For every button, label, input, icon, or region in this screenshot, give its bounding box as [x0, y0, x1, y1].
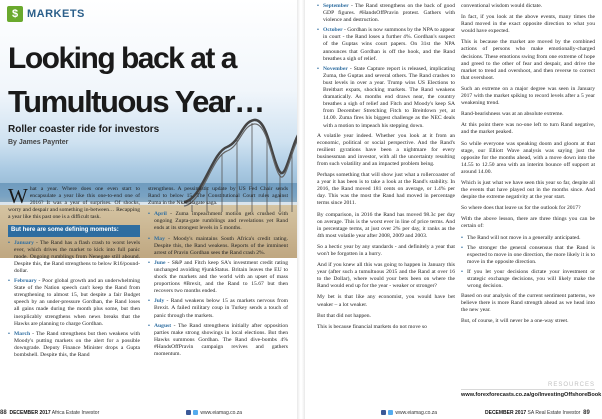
paragraph: This is because the market are moved by the combined actions of persons who make emotionally-charged decisions. These emotions swing from one extreme of hope and greed to the other of fear and despair, and drive the market to trend and overshoot, and then reverse to correct that overshoot. [461, 39, 595, 81]
event-item [317, 66, 455, 130]
event-month: January [14, 239, 34, 246]
event-item [317, 3, 455, 24]
event-text: - The Rand strengthens initially after opposition parties make strong showings in local elections. But then Hawks summons Gordhan. The Rand dive-bombs 4% #HandsOffPravin campaign revives and gathers momentum. [154, 322, 288, 357]
paragraph: Perhaps something that will show just what a rollercoaster of a year it has been is to take a look at the Rand's stability. In 2016, the Rand moved 181 cents on average, or 1.4% per day. This was the most the Rand had moved in percentage terms since 2011. [317, 172, 455, 207]
drop-cap: W [8, 184, 28, 208]
key-events-list [317, 3, 455, 130]
issue-date: DECEMBER 2017 [485, 410, 527, 416]
page-number: 88 [0, 410, 7, 416]
key-events-list [8, 240, 140, 360]
column-lead: strengthens. A pessimistic update by US Fed Chair sends Rand to below 15. The Constitutional Court rules against Zuma in the Nkandlagate saga. [148, 186, 288, 207]
resources-link[interactable]: www.forexforecasts.co.za/go/InvestingOffshoreBook [461, 392, 602, 398]
section-label: MARKETS [27, 8, 85, 20]
event-text: - Zuma impeachment motion gets crushed with ongoing Zupta-gate rumblings and revelations yet Rand ends at its strongest levels in 5 months. [154, 211, 288, 232]
right-page [305, 0, 602, 419]
paragraph: Which is just what we have seen this year so far, despite all the events that have played out in the months since. And despite the extreme negativity at the year start. [461, 179, 595, 201]
event-text: - State Capture report is released, implicating Zuma, the Guptas and several others. The Rand crashes to bust levels in over a year. Trump wins US Elections to Breitbart expats, shocking markets. The Rand weakens dramatically. As months end draws near, the country breathes a sigh of relief and Fitch and Moody's keep SA from December Stretching Fitch to Breitdown yet, at 14.00. Zuma fires his biggest challenge as the NEC deals with a motion to impeach his stepping down. [323, 65, 455, 129]
event-month: October [323, 27, 343, 34]
website-link[interactable]: www.eiamag.co.za [395, 410, 438, 416]
paragraph: So where does that leave us for the outlook for 2017? [461, 205, 581, 212]
paragraph: But, of course, it will never be a one-way street. [461, 318, 569, 325]
event-text: - The Rand strengthens on the back of good GDP figures. #HandsOffPravin protest. Gathers with violence and destruction. [323, 3, 455, 24]
paragraph: So while everyone was speaking doom and gloom at that stage, our Elliott Wave analysis was saying just the opposite for the months ahead, with a move down into the 14.55 to 12.50 area with an interim bounce off support at around 14.00. [461, 140, 595, 175]
subtitle: Roller coaster ride for investors [8, 124, 160, 135]
outlook-bullets [461, 235, 595, 291]
paragraph: Based on our analysis of the current sentiment patterns, we believe there is more Rand strength ahead as we head into the new year. [461, 293, 595, 314]
event-item [8, 278, 140, 328]
paragraph: So a hectic year by any standards - and definitely a year that won't be forgotten in a hurry. [317, 243, 455, 257]
event-item [148, 260, 288, 295]
resources-title: RESOURCES [461, 382, 595, 390]
paragraph: conventional wisdom would dictate. [461, 3, 543, 9]
paragraph: By comparison, in 2016 the Rand has moved 98.3c per day on average. This is the worst ever in line of price terms. And in percentage terms, at just over 2% per day, it ranks as the 4th most volatile year after 2008, 2009 and 2003. [317, 211, 455, 239]
event-item [148, 298, 288, 319]
event-text: - Rand weakens below 15 as markets nervous from Brexit. A failed military coup in Turkey sends a touch of panic through the markets. [154, 298, 288, 319]
event-item [8, 331, 140, 359]
paragraph: My bet is that like any economist, you would have bet weaker – a lot weaker. [317, 294, 455, 308]
twitter-icon [388, 410, 393, 415]
left-column-2 [148, 186, 288, 361]
facebook-icon [186, 410, 191, 415]
paragraph: And if you knew all this was going to happen in January this year (after such a tumultuous 2015 and the Rand at over 16 to the Dollar), where would your bets been on where the Rand would end up for the year - weaker or stronger? [317, 262, 455, 290]
magazine-name: SA Real Estate Investor [527, 410, 581, 416]
event-text: - The Rand strengthens but then weakens with Moody's putting markets on the alert for a possible downgrade. Deputy Finance Minister drops a Gupta bombshell. Despite this, the Rand [14, 330, 140, 358]
right-column-2 [461, 3, 595, 330]
left-page [0, 0, 297, 419]
body-paragraphs [317, 133, 455, 331]
headline-line-2: Tumultuous Year… [8, 84, 264, 119]
dollar-icon: $ [7, 6, 23, 22]
bullet-item: • The Rand will not move in a generally anticipated. [461, 235, 595, 242]
paragraph: Such an extreme on a major degree was seen in January 2017 with the market spiking to record levels after a 5 year weakening trend. [461, 85, 595, 107]
closing-paragraphs [461, 293, 595, 325]
event-item [148, 211, 288, 232]
event-item [8, 240, 140, 275]
paragraph: Rand-bearishness was at an absolute extreme. [461, 111, 564, 118]
bullet-item: • If you let your decisions dictate your investment or strategic exchange decisions, you will likely make the wrong decision. [461, 269, 595, 290]
event-text: - S&P and Fitch keep SA's investment credit rating unchanged avoiding #junkStatus. Britain leaves the EU to shock the markets and the world with an upset of mass proportions #Brexit, and the Rand to 15.67 but then recovers two months ended. [154, 259, 288, 295]
event-month: April [154, 211, 167, 218]
left-column-1 [8, 186, 140, 362]
byline: By James Paynter [8, 139, 69, 146]
event-month: June [154, 259, 166, 266]
bullet-item: • The stronger the general consensus that the Rand is expected to move in one direction, the more likely it is to move in the opposite direction. [461, 245, 595, 266]
intro-text: hat a year. Where does one even start to encapsulate a year like this one-to-end one of 2016? It was a year of surprises. Of shocks, worry and despair and something in-between… Recapping a year like this past one is a difficult task. [8, 186, 140, 221]
event-month: September [323, 3, 349, 9]
left-footer [0, 410, 297, 416]
event-month: July [154, 298, 165, 305]
paragraph: But that did not happen. [317, 312, 371, 319]
key-events-heading: But here are some defining moments: [8, 225, 140, 236]
body-paragraphs [461, 3, 595, 231]
event-month: August [154, 322, 172, 329]
headline-line-1: Looking back at a [8, 42, 236, 75]
event-month: May [154, 235, 165, 242]
event-month: February [14, 278, 37, 285]
event-text: - The Rand has a flash crash to worst levels ever, which drives the market to kick into full panic mode. Ongoing rumblings from Nenegate still abound. Despite this, the Rand strengthens to below R16/pound-dollar. [14, 239, 140, 274]
event-text: - Poor global growth and an underwhelming State of the Nation speech can't keep the Rand from strengthening to almost 15, but despite a fair Budget speech by an under-pressure Gordhan, the Rand loses all gains made during the month plus some, but then inexplicably strengthens when news breaks that the Hawks are planning to charge Gordhan. [14, 278, 140, 327]
event-month: November [323, 65, 348, 72]
intro-paragraph [8, 186, 140, 221]
right-column-1 [317, 3, 455, 335]
event-item [148, 323, 288, 358]
facebook-icon [381, 410, 386, 415]
twitter-icon [193, 410, 198, 415]
paragraph: This is because financial markets do not move so [317, 323, 427, 330]
website-link[interactable]: www.eiamag.co.za [200, 410, 243, 416]
paragraph: A volatile year indeed. Whether you look at it from an economic, political or social perspective. And the Rand's resilient gyrations have been a nightmare for every businessman and investor, with all the uncertainty resulting from such volatility and an impacted problem being. [317, 132, 455, 167]
paragraph: With the above lesson, there are three things you can be certain of: [461, 216, 595, 230]
event-text: - Gordhan is now summons by the NPA to appear in court - the Rand loses a further 4%. Gordhan's suspect of the Guptas wins court papers. On 31st the NPA announces that Gordhan is off the hook, and the Rand breathes a sigh of relief. [323, 27, 455, 62]
paragraph: At this point there was no-one left to turn Rand negative, and the market peaked. [461, 122, 595, 136]
issue-date: DECEMBER 2017 [9, 410, 51, 416]
paragraph: In fact, if you look at the above events, many times the Rand moved in the exact opposite direction to what you would have expected. [461, 14, 595, 35]
event-text: - Moody's maintains South Africa's credit rating. Despite this, the Rand weakens. Reports of the imminent arrest of Pravin Gordhan sees the Rand crash 2%. [154, 235, 288, 256]
resources-box [461, 382, 602, 398]
magazine-name: Africa Estate Investor [51, 410, 100, 416]
spine-gutter [297, 0, 305, 419]
event-month: March [14, 330, 31, 337]
event-item [148, 236, 288, 257]
event-item [317, 27, 455, 62]
key-events-list [148, 211, 288, 358]
page-number: 89 [583, 410, 590, 416]
